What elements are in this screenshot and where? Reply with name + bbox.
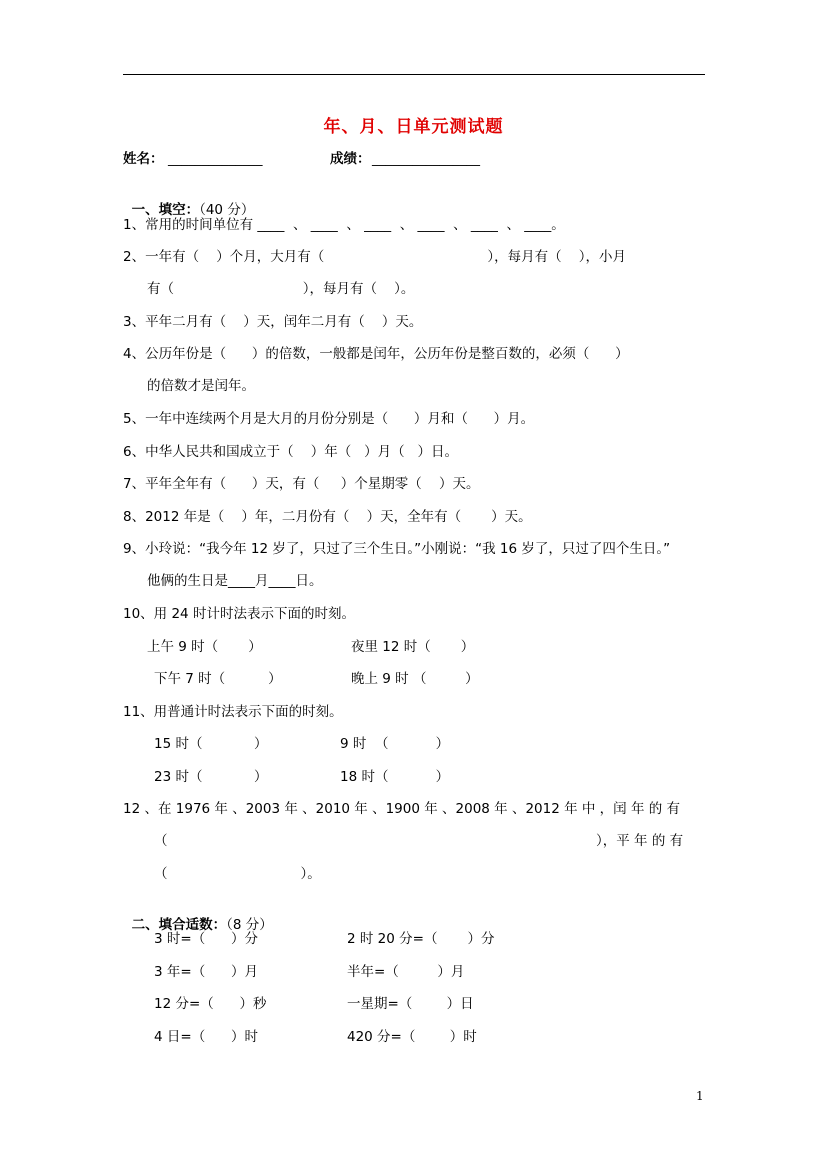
question-1: 1、常用的时间单位有 ____ 、 ____ 、 ____ 、 ____ 、 ____ 、 ____。: [123, 217, 565, 233]
question-3: 3、平年二月有（ ）天，闰年二月有（ ）天。: [123, 314, 423, 330]
conversion-1: 3 时=（ ）分: [154, 931, 258, 947]
question-8: 8、2012 年是（ ）年，二月份有（ ）天，全年有（ ）天。: [123, 509, 532, 525]
score-blank: ________________: [372, 151, 480, 167]
conversion-3: 3 年=（ ）月: [154, 964, 258, 980]
conversion-8: 420 分=（ ）时: [347, 1029, 477, 1045]
question-9-line1: 9、小玲说：“我今年 12 岁了，只过了三个生日。”小刚说：“我 16 岁了，只过了四个生日。”: [123, 541, 671, 557]
question-10: 10、用 24 时计时法表示下面的时刻。: [123, 606, 355, 622]
conversion-6: 一星期=（ ）日: [347, 996, 474, 1012]
question-4-line2: 的倍数才是闰年。: [147, 378, 255, 394]
name-blank: ______________: [168, 151, 263, 167]
question-10-item-b2: 晚上 9 时 （ ）: [351, 671, 479, 687]
question-11-item-b1: 23 时（ ）: [154, 769, 268, 785]
question-12-line2-open: （: [154, 833, 168, 849]
question-10-item-a1: 上午 9 时（ ）: [147, 639, 262, 655]
question-11-item-a2: 9 时 （ ）: [340, 736, 450, 752]
conversion-4: 半年=（ ）月: [347, 964, 465, 980]
section1-points: （40 分）: [199, 202, 255, 218]
question-11-item-a1: 15 时（ ）: [154, 736, 268, 752]
page-title: 年、月、日单元测试题: [323, 117, 504, 137]
question-2-line1: 2、一年有（ ）个月，大月有（ ），每月有（ ），小月: [123, 249, 626, 265]
section1-heading: [123, 183, 254, 219]
question-10-item-b1: 下午 7 时（ ）: [154, 671, 282, 687]
question-12-line2-close: ），平 年 的 有: [596, 833, 684, 849]
conversion-7: 4 日=（ ）时: [154, 1029, 258, 1045]
question-10-item-a2: 夜里 12 时（ ）: [351, 639, 475, 655]
name-label: 姓名：: [123, 151, 164, 167]
question-2-line2: 有（ ），每月有（ ）。: [147, 281, 415, 297]
question-4-line1: 4、公历年份是（ ）的倍数，一般都是闰年，公历年份是整百数的，必须（ ）: [123, 346, 629, 362]
question-11-item-b2: 18 时（ ）: [340, 769, 450, 785]
question-11: 11、用普通计时法表示下面的时刻。: [123, 704, 343, 720]
question-9-line2: 他俩的生日是____月____日。: [147, 573, 323, 589]
question-5: 5、一年中连续两个月是大月的月份分别是（ ）月和（ ）月。: [123, 411, 535, 427]
section2-title: 二、填合适数：: [131, 917, 227, 933]
question-6: 6、中华人民共和国成立于（ ）年（ ）月（ ）日。: [123, 444, 459, 460]
question-12-line3: （ ）。: [154, 866, 321, 882]
section1-title: 一、填空：: [131, 202, 200, 218]
section2-heading: [123, 898, 273, 934]
conversion-5: 12 分=（ ）秒: [154, 996, 267, 1012]
score-label: 成绩：: [330, 151, 371, 167]
conversion-2: 2 时 20 分=（ ）分: [347, 931, 495, 947]
page-number: 1: [696, 1089, 704, 1103]
question-12-line1: 12 、在 1976 年 、2003 年 、2010 年 、1900 年 、2008 年 、2012 年 中 ，闰 年 的 有: [123, 801, 681, 817]
section2-points: （8 分）: [226, 917, 273, 933]
header-rule: [123, 74, 705, 75]
question-7: 7、平年全年有（ ）天，有（ ）个星期零（ ）天。: [123, 476, 480, 492]
